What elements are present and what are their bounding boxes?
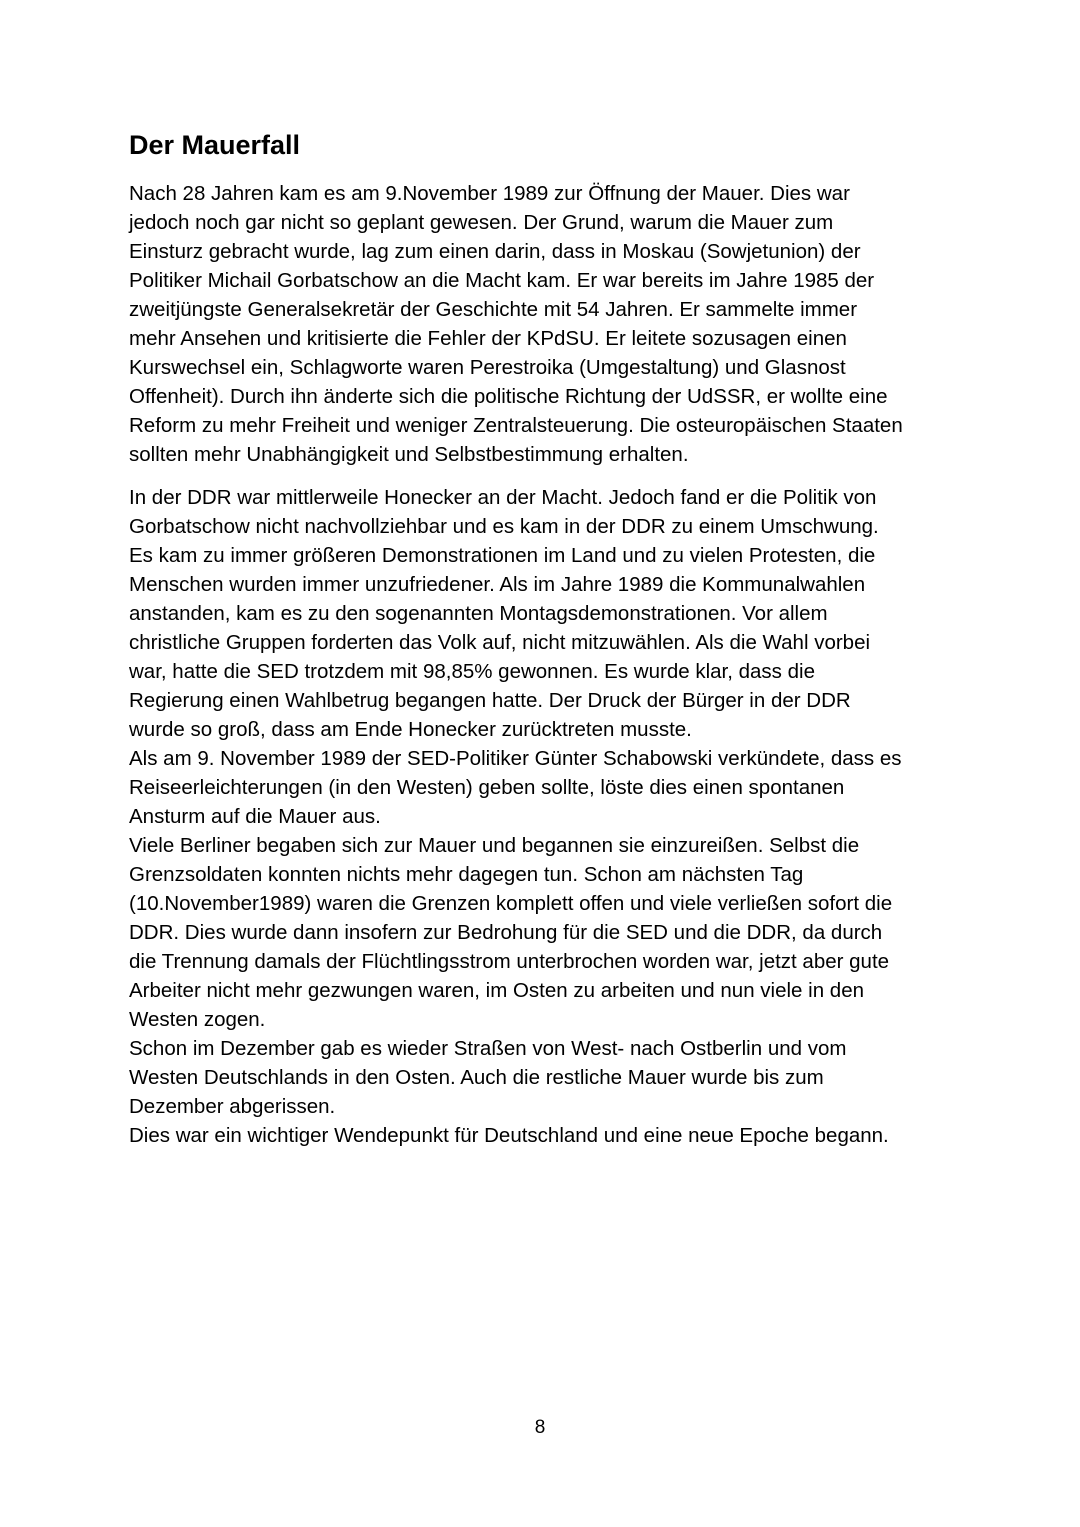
- text-line: Dies war ein wichtiger Wendepunkt für Deutschland und eine neue Epoche begann.: [129, 1124, 889, 1147]
- paragraph-wendepunkt: [129, 1121, 989, 1150]
- paragraph-gorbatschow: [129, 179, 989, 469]
- text-line: Gorbatschow nicht nachvollziehbar und es kam in der DDR zu einem Umschwung.: [129, 515, 879, 538]
- text-line: Schon im Dezember gab es wieder Straßen von West- nach Ostberlin und vom: [129, 1037, 847, 1060]
- text-line: Nach 28 Jahren kam es am 9.November 1989 zur Öffnung der Mauer. Dies war: [129, 182, 850, 205]
- text-line: christliche Gruppen forderten das Volk auf, nicht mitzuwählen. Als die Wahl vorbei: [129, 631, 871, 654]
- text-line: wurde so groß, dass am Ende Honecker zurücktreten musste.: [129, 718, 692, 741]
- text-line: Dezember abgerissen.: [129, 1095, 336, 1118]
- text-line: die Trennung damals der Flüchtlingsstrom unterbrochen worden war, jetzt aber gute: [129, 950, 890, 973]
- text-line: DDR. Dies wurde dann insofern zur Bedrohung für die SED und die DDR, da durch: [129, 921, 883, 944]
- text-line: zweitjüngste Generalsekretär der Geschichte mit 54 Jahren. Er sammelte immer: [129, 298, 858, 321]
- text-line: Westen zogen.: [129, 1008, 266, 1031]
- page-number: 8: [534, 1417, 546, 1438]
- paragraph-honecker: [129, 483, 989, 744]
- paragraph-dezember: [129, 1034, 989, 1121]
- text-line: mehr Ansehen und kritisierte die Fehler der KPdSU. Er leitete sozusagen einen: [129, 327, 847, 350]
- text-line: Regierung einen Wahlbetrug begangen hatte. Der Druck der Bürger in der DDR: [129, 689, 851, 712]
- text-line: Es kam zu immer größeren Demonstrationen im Land und zu vielen Protesten, die: [129, 544, 876, 567]
- text-line: Reform zu mehr Freiheit und weniger Zentralsteuerung. Die osteuropäischen Staaten: [129, 414, 903, 437]
- text-line: Ansturm auf die Mauer aus.: [129, 805, 381, 828]
- text-line: Politiker Michail Gorbatschow an die Macht kam. Er war bereits im Jahre 1985 der: [129, 269, 875, 292]
- text-line: jedoch noch gar nicht so geplant gewesen. Der Grund, warum die Mauer zum: [129, 211, 834, 234]
- text-line: Viele Berliner begaben sich zur Mauer und begannen sie einzureißen. Selbst die: [129, 834, 860, 857]
- text-line: Reiseerleichterungen (in den Westen) geben sollte, löste dies einen spontanen: [129, 776, 845, 799]
- page-title: Der Mauerfall: [129, 130, 301, 160]
- text-line: In der DDR war mittlerweile Honecker an der Macht. Jedoch fand er die Politik von: [129, 486, 877, 509]
- text-line: Einsturz gebracht wurde, lag zum einen darin, dass in Moskau (Sowjetunion) der: [129, 240, 861, 263]
- text-line: Menschen wurden immer unzufriedener. Als im Jahre 1989 die Kommunalwahlen: [129, 573, 866, 596]
- text-line: Arbeiter nicht mehr gezwungen waren, im Osten zu arbeiten und nun viele in den: [129, 979, 865, 1002]
- paragraph-schabowski: [129, 744, 989, 831]
- text-line: Westen Deutschlands in den Osten. Auch die restliche Mauer wurde bis zum: [129, 1066, 824, 1089]
- body-text: [129, 179, 989, 1150]
- text-line: Als am 9. November 1989 der SED-Politiker Günter Schabowski verkündete, dass es: [129, 747, 902, 770]
- text-line: war, hatte die SED trotzdem mit 98,85% gewonnen. Es wurde klar, dass die: [129, 660, 815, 683]
- text-line: Grenzsoldaten konnten nichts mehr dagegen tun. Schon am nächsten Tag: [129, 863, 804, 886]
- text-line: (10.November1989) waren die Grenzen komplett offen und viele verließen sofort die: [129, 892, 893, 915]
- text-line: Kurswechsel ein, Schlagworte waren Perestroika (Umgestaltung) und Glasnost: [129, 356, 846, 379]
- text-line: sollten mehr Unabhängigkeit und Selbstbestimmung erhalten.: [129, 443, 689, 466]
- text-line: Offenheit). Durch ihn änderte sich die politische Richtung der UdSSR, er wollte eine: [129, 385, 888, 408]
- text-line: anstanden, kam es zu den sogenannten Montagsdemonstrationen. Vor allem: [129, 602, 828, 625]
- paragraph-berliner: [129, 831, 989, 1034]
